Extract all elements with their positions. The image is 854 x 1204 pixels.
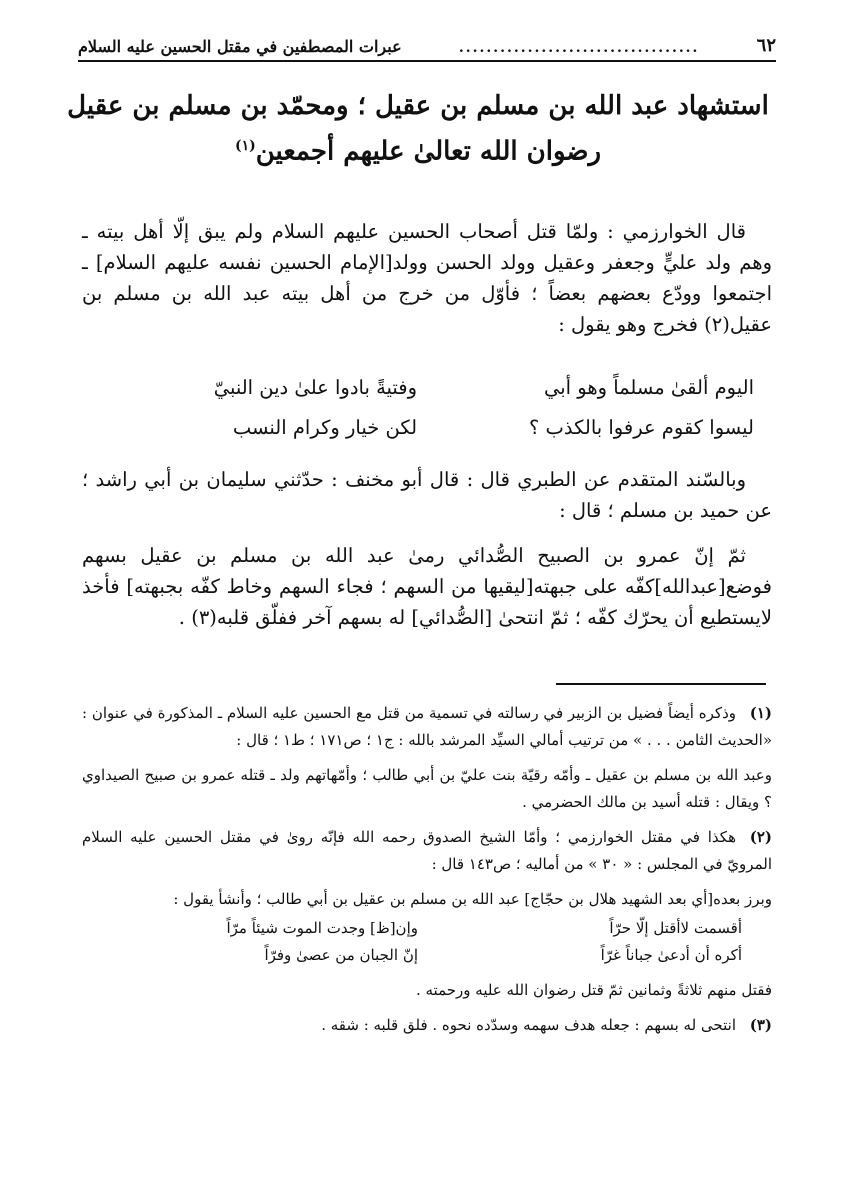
paragraph-2: [82, 464, 772, 526]
footnote-2-poem-verse-1-first: أقسمت لاأقتل إلّا حرّاً: [609, 919, 742, 937]
footnote-2-poem-verse-1-second: وإن[ظ] وجدت الموت شيئاً مرّاً: [226, 919, 418, 937]
paragraph-2-text: وبالسّند المتقدم عن الطبري قال : قال أبو مخنف : حدّثني سليمان بن أبي راشد ؛ عن حميد بن مسلم ؛ قال :: [82, 468, 772, 522]
footnote-1: [82, 700, 772, 816]
footnote-1-line-1: وذكره أيضاً فضيل بن الزبير في رسالته في تسمية من قتل مع الحسين عليه السلام ـ المذكورة في عنوان : «الحديث الثامن . . . » من ترتيب أمالي السيِّد المرشد بالله : ج١ ؛ ص١٧١ ؛ ط١ ؛ قال :: [82, 704, 772, 749]
header-leader-dots: ...................................: [458, 40, 700, 56]
running-header: [78, 26, 776, 62]
poem-verse-2-second: لكن خيار وكرام النسب: [232, 416, 418, 439]
footnote-2: [82, 824, 772, 1004]
paragraph-1: [82, 216, 772, 340]
footnote-2-number: (٢): [749, 828, 772, 846]
footnote-3-line-1: انتحى له بسهم : جعله هدف سهمه وسدّده نحوه . فلق قلبه : شقه .: [321, 1016, 736, 1034]
footnote-2-line-3: فقتل منهم ثلاثةً وثمانين ثمّ قتل رضوان الله عليه ورحمته .: [415, 981, 772, 999]
footnote-2-poem-verse-2-first: أكره أن أدعىٰ جباناً غرّاً: [600, 946, 742, 964]
poem-verse-1-second: وفتيةً بادوا علىٰ دين النبيّ: [213, 376, 418, 399]
page-number: ٦٢: [756, 35, 776, 56]
footnote-2-poem-verse-2: [142, 942, 742, 969]
footnote-1-number: (١): [749, 704, 772, 722]
chapter-title-text: استشهاد عبد الله بن مسلم بن عقيل ؛ ومحمّد بن مسلم بن عقيل رضوان الله تعالىٰ عليهم أجمعين: [67, 91, 769, 167]
footnote-2-line-1: هكذا في مقتل الخوارزمي ؛ وأمّا الشيخ الصدوق رحمه الله فإنّه روىٰ في مقتل الحسين عليه السلام المرويّ في المجلس : « ٣٠ » من أماليه ؛ ص١٤٣ قال :: [82, 828, 772, 873]
paragraph-3-text: ثمّ إنّ عمرو بن الصبيح الصُّدائي رمىٰ عبد الله بن مسلم بن عقيل بسهم فوضع[عبدالله]كفّه على جبهته[ليقيها من السهم ؛ فجاء السهم وخاط كفّه بجبهته] فأخذ لايستطيع أن يحرّك كفّه ؛ ثمّ انتحىٰ [الصُّدائي] له بسهم آخر ففلّق قلبه(٣) .: [82, 544, 772, 629]
poem-verse-1: [130, 368, 754, 408]
footnote-2-line-2: وبرز بعده[أي بعد الشهيد هلال بن حجّاج] عبد الله بن مسلم بن عقيل بن أبي طالب ؛ وأنشأ يقول :: [173, 890, 772, 908]
footnote-1-line-2: وعبد الله بن مسلم بن عقيل ـ وأمّه رقيّة بنت عليّ بن أبي طالب ؛ وأمّهاتهم ولد ـ قتله عمرو بن صبيح الصيداوي ؟ ويقال : قتله أسيد بن مالك الحضرمي .: [82, 766, 772, 811]
footnote-3: [82, 1012, 772, 1039]
footnote-3-number: (٣): [749, 1016, 772, 1034]
footnote-2-poem-verse-1: [142, 915, 742, 942]
footnote-2-poem: [142, 915, 742, 969]
poem-verse-2-first: ليسوا كقوم عرفوا بالكذب ؟: [528, 416, 754, 439]
paragraph-3: [82, 540, 772, 633]
poem-verse-1-first: اليوم ألقىٰ مسلماً وهو أبي: [543, 376, 754, 399]
poem-verses: [130, 368, 754, 448]
footnotes: [82, 700, 772, 1039]
book-title: عبرات المصطفين في مقتل الحسين عليه السلام: [78, 37, 402, 56]
chapter-footnote-ref: (١): [234, 138, 256, 154]
footnote-2-poem-verse-2-second: إنّ الجبان من عصىٰ وفرّاً: [264, 946, 418, 964]
paragraph-1-text: قال الخوارزمي : ولمّا قتل أصحاب الحسين عليهم السلام ولم يبق إلّا أهل بيته ـ وهم ولد عليٍّ وجعفر وعقيل وولد الحسن وولد[الإمام الحسين نفسه عليهم السلام] ـ اجتمعوا وودّع بعضهم بعضاً ؛ فأوّل من خرج من أهل بيته عبد الله بن مسلم بن عقيل(٢) فخرج وهو يقول :: [82, 220, 772, 336]
footnote-separator: [556, 683, 766, 685]
poem-verse-2: [130, 408, 754, 448]
chapter-title: [60, 86, 776, 172]
